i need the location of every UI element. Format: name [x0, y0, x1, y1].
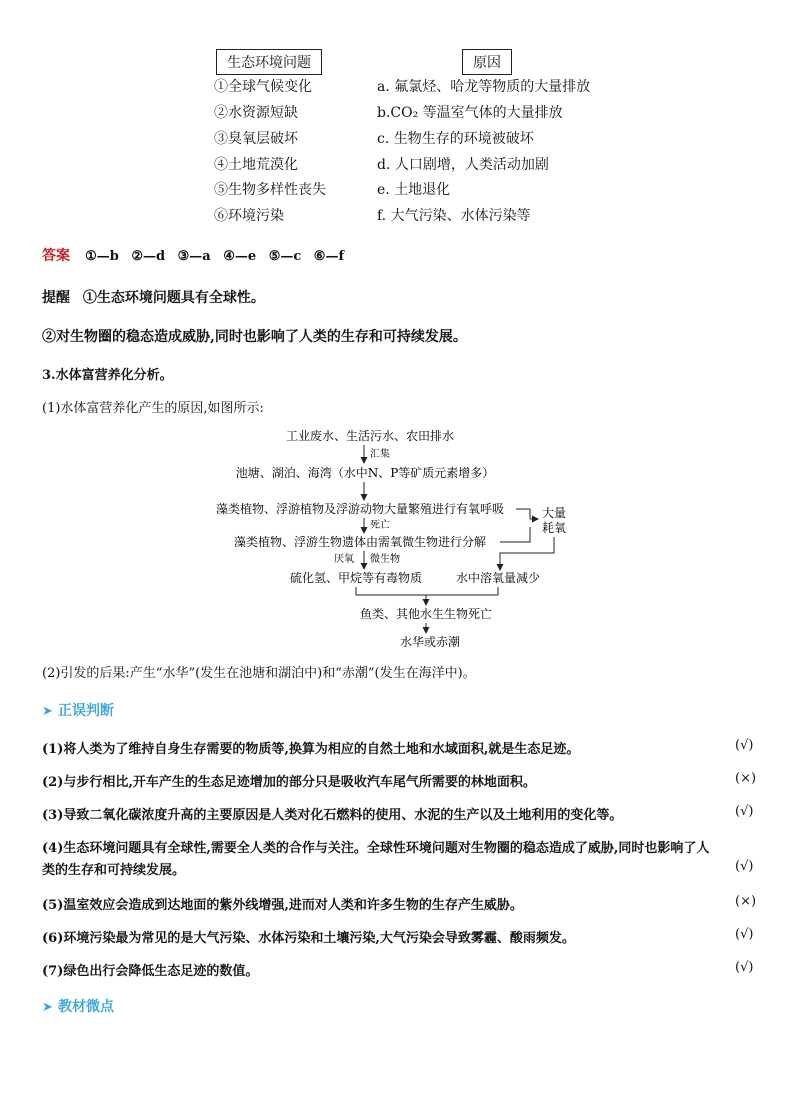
eutrophication-diagram	[200, 425, 600, 655]
judgment-item-1: (1)将人类为了维持自身生存需要的物质等,换算为相应的自然土地和水域面积,就是生态足迹。	[42, 742, 580, 757]
tip-text2: ②对生物圈的稳态造成威胁,同时也影响了人类的生存和可持续发展。	[42, 329, 467, 345]
node-oxygen-consume-2: 耗氧	[541, 521, 567, 535]
judgment-mark-5: (×)	[735, 894, 757, 909]
judgment-mark-3: (√)	[735, 804, 754, 819]
tip-text1: ①生态环境问题具有全球性。	[82, 290, 265, 306]
judgment-item-4a: (4)生态环境问题具有全球性,需要全人类的合作与关注。全球性环境问题对生物圈的稳态造成了威胁,同时也影响了人	[42, 841, 710, 856]
judgment-item-6: (6)环境污染最为常见的是大气污染、水体污染和土壤污染,大气污染会导致雾霾、酸雨频发。	[42, 931, 575, 946]
judgment-mark-4: (√)	[735, 859, 754, 874]
problem-5: ⑤生物多样性丧失	[214, 182, 326, 198]
arrow-4a	[516, 509, 538, 519]
problem-3: ③臭氧层破坏	[214, 131, 298, 147]
answer-line	[42, 245, 344, 265]
node-sources: 工业废水、生活污水、农田排水	[285, 429, 455, 443]
section3-sub1: (1)水体富营养化产生的原因,如图所示:	[42, 401, 264, 416]
judgment-item-7: (7)绿色出行会降低生态足迹的数值。	[42, 964, 259, 979]
answer-text: ①—b ②—d ③—a ④—e ⑤—c ⑥—f	[85, 249, 345, 264]
node-bloom-tide: 水华或赤潮	[399, 635, 461, 649]
bracket-merge	[356, 587, 498, 595]
cause-e: e. 土地退化	[377, 182, 451, 198]
judgment-mark-1: (√)	[735, 738, 754, 753]
judgment-heading: 正误判断	[58, 703, 114, 719]
next-heading-wrap	[42, 996, 114, 1016]
judgment-mark-7: (√)	[735, 960, 754, 975]
node-waterbody: 池塘、湖泊、海湾（水中N、P等矿质元素增多）	[235, 466, 495, 480]
cause-f: f. 大气污染、水体污染等	[377, 208, 531, 224]
judgment-item-4b: 类的生存和可持续发展。	[42, 863, 186, 878]
problem-4: ④土地荒漠化	[214, 157, 298, 173]
judgment-item-5: (5)温室效应会造成到达地面的紫外线增强,进而对人类和许多生物的生存产生威胁。	[42, 898, 523, 913]
node-toxic: 硫化氢、甲烷等有毒物质	[289, 571, 423, 585]
cause-b: b.CO₂ 等温室气体的大量排放	[377, 105, 563, 121]
edge-death: 死亡	[370, 520, 390, 531]
cause-c: c. 生物生存的环境被破坏	[377, 131, 534, 147]
section3-title: 3.水体富营养化分析。	[42, 368, 173, 383]
node-decompose: 藻类植物、浮游生物遗体由需氧微生物进行分解	[233, 535, 487, 549]
arrow-4b	[500, 527, 530, 542]
cause-a: a. 氟氯烃、哈龙等物质的大量排放	[377, 79, 591, 95]
judgment-item-2: (2)与步行相比,开车产生的生态足迹增加的部分只是吸收汽车尾气所需要的林地面积。	[42, 775, 536, 790]
table-header-problem: 生态环境问题	[216, 49, 322, 75]
judgment-mark-2: (×)	[735, 771, 757, 786]
judgment-item-3: (3)导致二氧化碳浓度升高的主要原因是人类对化石燃料的使用、水泥的生产以及土地利用的变化等。	[42, 808, 623, 823]
answer-label: 答案	[42, 248, 70, 264]
edge-microbe: 微生物	[370, 554, 400, 565]
judgment-mark-6: (√)	[735, 927, 754, 942]
problem-1: ①全球气候变化	[214, 79, 312, 95]
tip-label: 提醒	[42, 290, 70, 306]
next-heading: 教材微点	[58, 999, 114, 1015]
node-low-oxygen: 水中溶氧量减少	[455, 571, 541, 585]
node-algae-bloom: 藻类植物、浮游植物及浮游动物大量繁殖进行有氧呼吸	[215, 502, 505, 516]
table-header-cause: 原因	[462, 49, 512, 75]
cause-d: d. 人口剧增，人类活动加剧	[377, 157, 549, 173]
edge-anaerobic: 厌氧	[334, 554, 354, 565]
judgment-heading-wrap	[42, 700, 114, 720]
problem-2: ②水资源短缺	[214, 105, 298, 121]
chevron-right-icon: ➤	[42, 704, 53, 719]
tip-line1	[42, 287, 265, 307]
edge-collect: 汇集	[370, 449, 390, 460]
problem-6: ⑥环境污染	[214, 208, 284, 224]
section3-sub2: (2)引发的后果:产生“水华”(发生在池塘和湖泊中)和“赤潮”(发生在海洋中)。	[42, 666, 476, 681]
chevron-right-icon: ➤	[42, 1000, 53, 1015]
node-oxygen-consume-1: 大量	[541, 506, 567, 520]
node-death: 鱼类、其他水生生物死亡	[359, 607, 493, 621]
